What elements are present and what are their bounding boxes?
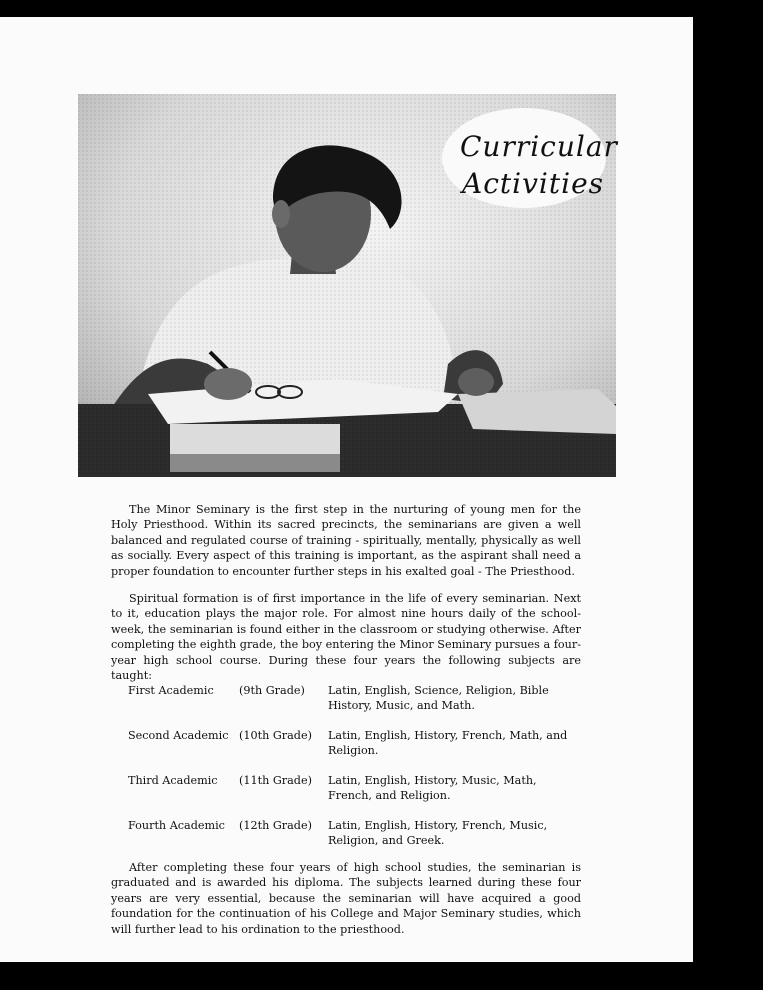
scan-border-bottom bbox=[0, 962, 763, 990]
academic-year: First Academic bbox=[128, 684, 214, 697]
scan-border-top bbox=[0, 0, 763, 17]
grade-level: (10th Grade) bbox=[239, 729, 312, 742]
subject-list: Latin, English, Science, Religion, Bible History, Music, and Math. bbox=[328, 684, 549, 713]
formation-paragraph bbox=[111, 591, 581, 683]
intro-paragraph-text: The Minor Seminary is the first step in the nurturing of young men for the Holy Priesthood. Within its sacred precincts, the seminarians are given a well balanced and regulated course of training - spiritually, mentally, physically as well as socially. Every aspect of this training is important, as the aspirant shall need a proper foundation to encounter further steps in his exalted goal - The Priesthood. bbox=[111, 503, 581, 578]
conclusion-paragraph bbox=[111, 860, 581, 937]
conclusion-paragraph-text: After completing these four years of high school studies, the seminarian is graduated and is awarded his diploma. The subjects learned during these four years are very essential, because the seminarian will have acquired a good foundation for the continuation of his College and Major Seminary studies, which will further lead to his ordination to the priesthood. bbox=[111, 861, 581, 936]
page-title-line-2: Activities bbox=[462, 167, 605, 200]
subject-list: Latin, English, History, French, Math, and Religion. bbox=[328, 729, 568, 758]
academic-year: Second Academic bbox=[128, 729, 229, 742]
grade-level: (11th Grade) bbox=[239, 774, 312, 787]
academic-year: Fourth Academic bbox=[128, 819, 225, 832]
scan-border-right bbox=[693, 17, 763, 962]
academic-year: Third Academic bbox=[128, 774, 218, 787]
subject-list: Latin, English, History, Music, Math, French, and Religion. bbox=[328, 774, 537, 803]
subject-list: Latin, English, History, French, Music, Religion, and Greek. bbox=[328, 819, 548, 848]
page-title-line-1: Curricular bbox=[460, 130, 618, 163]
intro-paragraph bbox=[111, 502, 581, 579]
formation-paragraph-text: Spiritual formation is of first importance in the life of every seminarian. Next to it, education plays the major role. For almost nine hours daily of the school-week, the seminarian is found either in the classroom or studying otherwise. After completing the eighth grade, the boy entering the Minor Seminary pursues a four-year high school course. During these four years the following subjects are taught: bbox=[111, 592, 581, 683]
grade-level: (12th Grade) bbox=[239, 819, 312, 832]
grade-level: (9th Grade) bbox=[239, 684, 305, 697]
